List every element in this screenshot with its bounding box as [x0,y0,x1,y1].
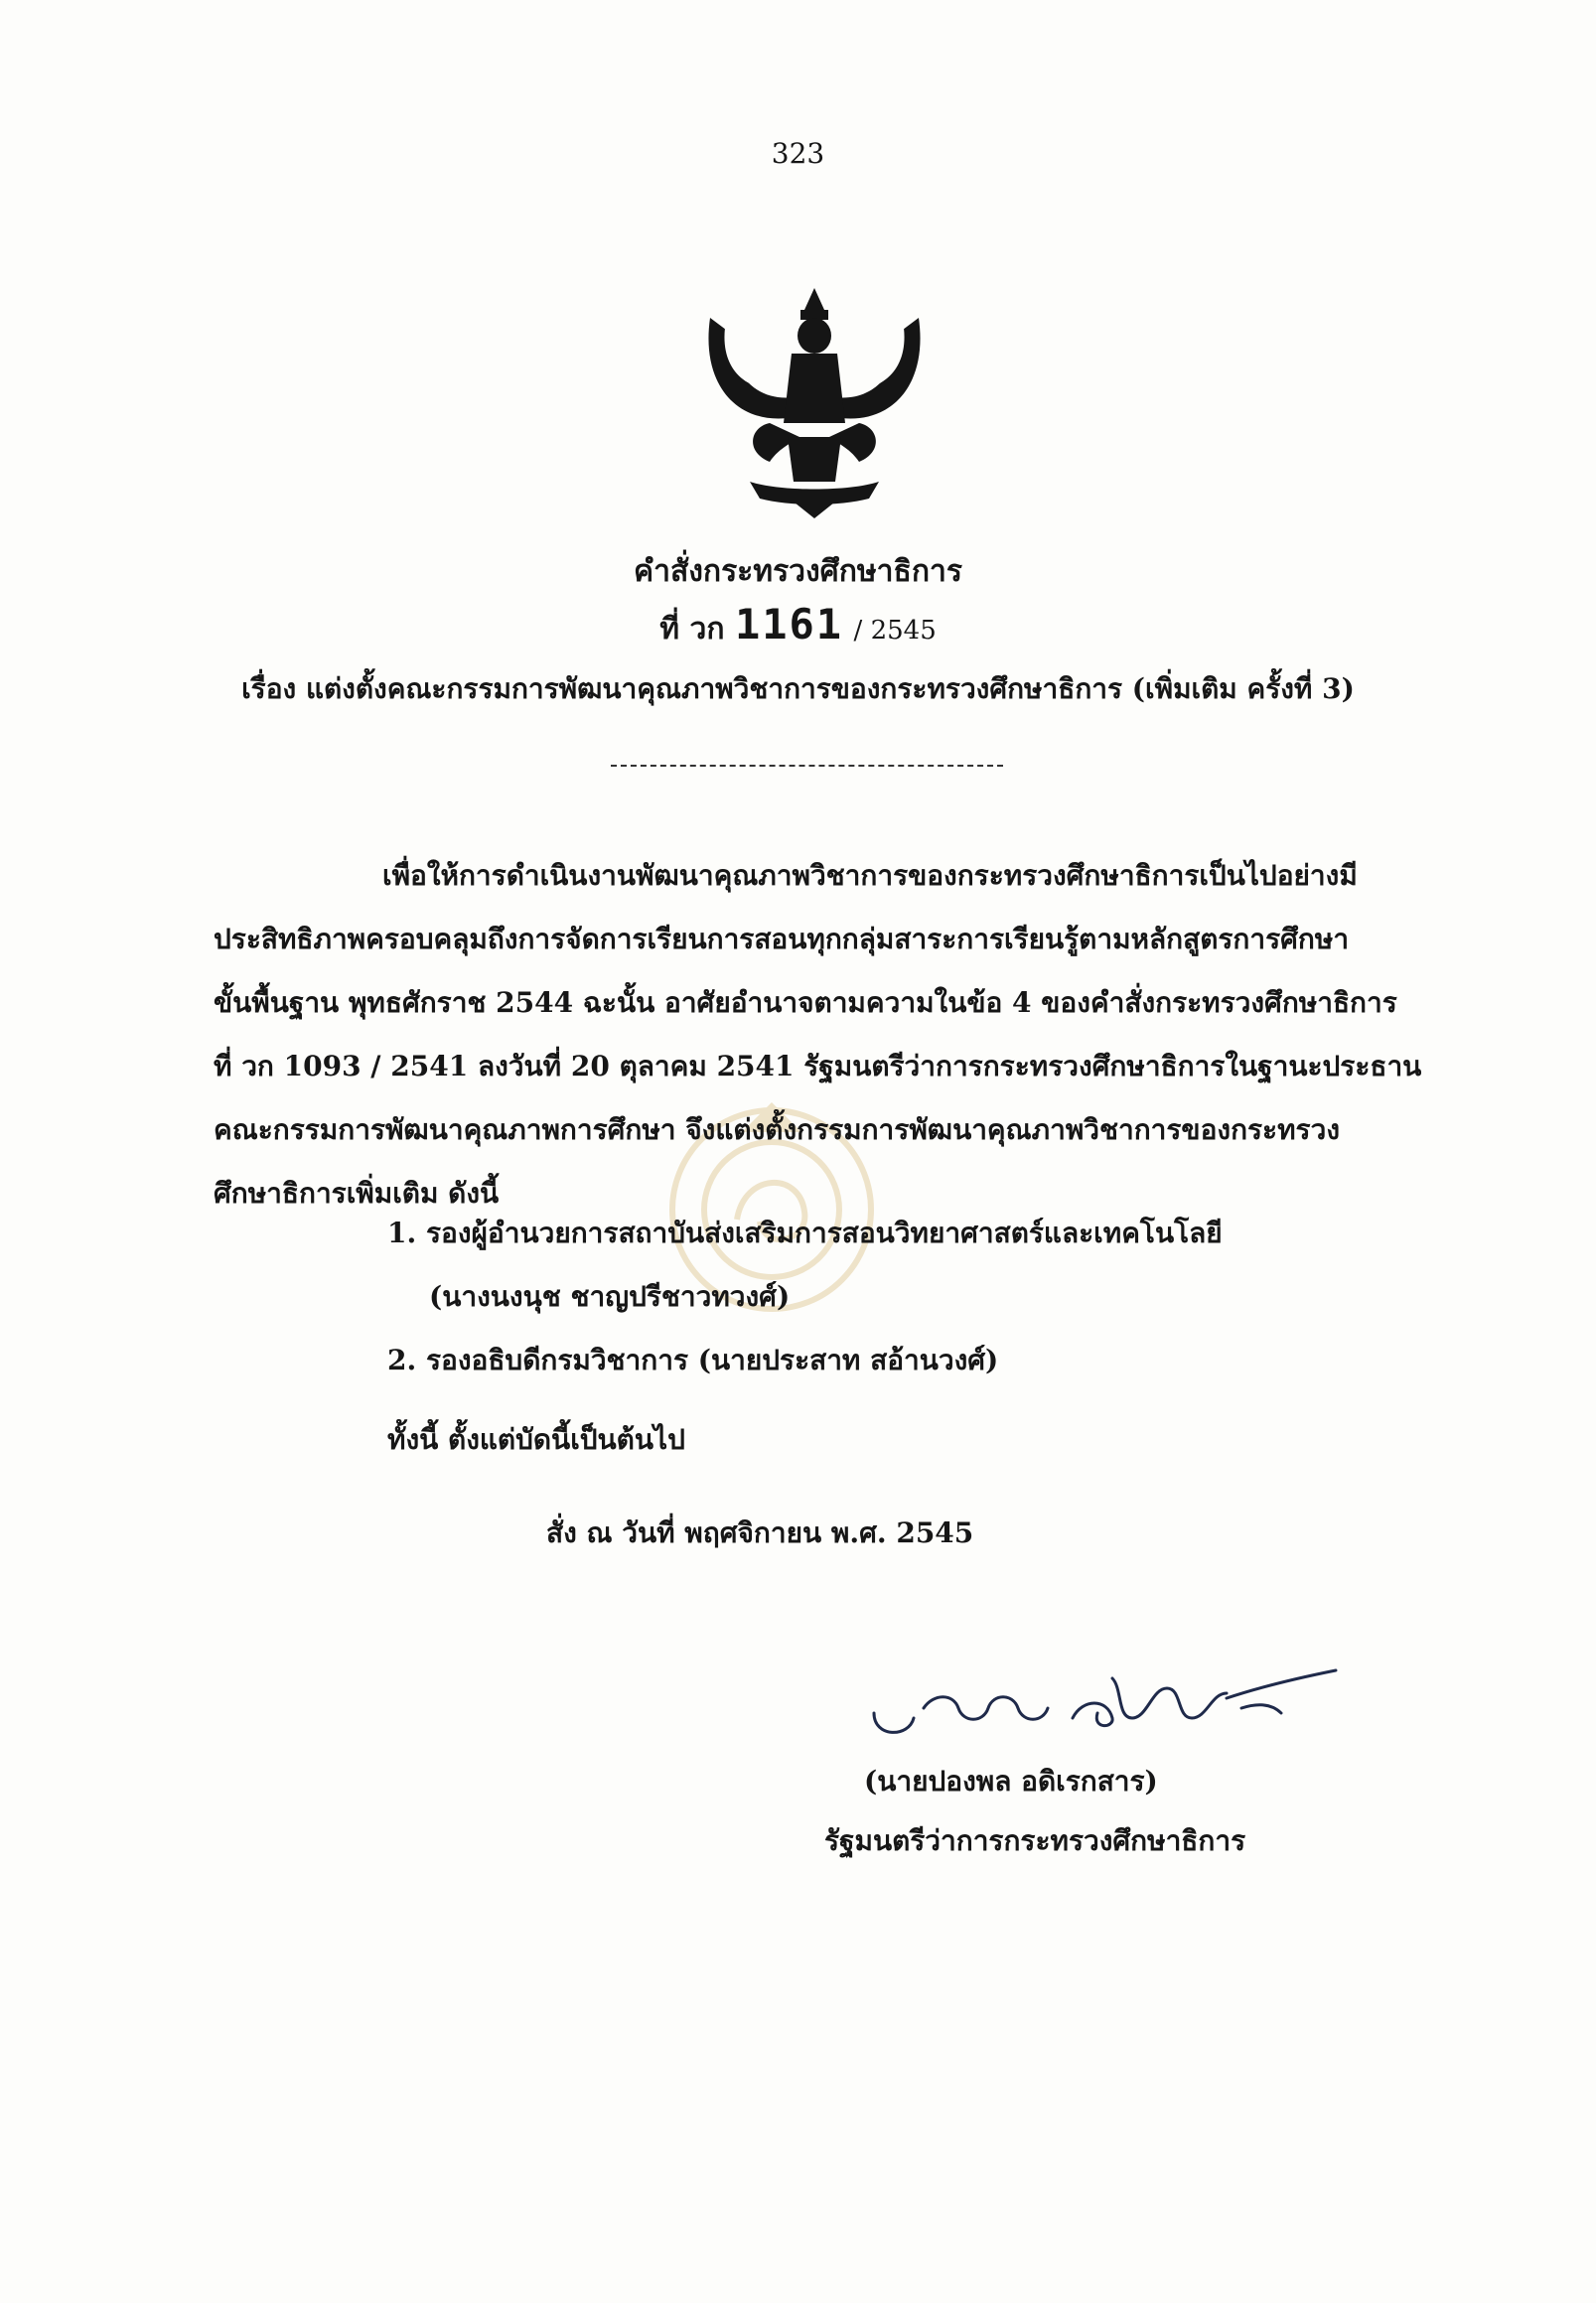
member-position: รองอธิบดีกรมวิชาการ (นายประสาท สอ้านวงศ์) [425,1344,999,1376]
order-prefix: ที่ วก [659,612,725,647]
garuda-emblem-icon [700,278,929,526]
page-number: 323 [771,137,825,170]
member-number: 2. [387,1344,417,1376]
list-item [387,1202,1223,1265]
body-line: เพื่อให้การดำเนินงานพัฒนาคุณภาพวิชาการของกระทรวงศึกษาธิการเป็นไปอย่างมี [382,859,1358,892]
signer-name: (นายปองพล อดิเรกสาร) [864,1765,1158,1798]
list-item [387,1329,1223,1392]
order-body [214,844,1422,1225]
member-list [387,1202,1223,1392]
body-line: ที่ วก 1093 / 2541 ลงวันที่ 20 ตุลาคม 2541 รัฐมนตรีว่าการกระทรวงศึกษาธิการในฐานะประธาน [214,1050,1422,1082]
body-line: ศึกษาธิการเพิ่มเติม ดังนี้ [214,1177,500,1210]
member-number: 1. [387,1217,417,1249]
order-title: คำสั่งกระทรวงศึกษาธิการ [634,554,962,589]
body-line: ประสิทธิภาพครอบคลุมถึงการจัดการเรียนการสอนทุกกลุ่มสาระการเรียนรู้ตามหลักสูตรการศึกษา [214,923,1350,955]
signer-title: รัฐมนตรีว่าการกระทรวงศึกษาธิการ [824,1824,1246,1857]
handwritten-signature [864,1663,1341,1748]
order-date: สั่ง ณ วันที่ พฤศจิกายน พ.ศ. 2545 [546,1516,974,1549]
divider [611,765,1003,767]
member-name: (นางนงนุช ชาญปรีชาวทวงศ์) [429,1280,791,1313]
order-year: / 2545 [853,616,937,646]
member-position: รองผู้อำนวยการสถาบันส่งเสริมการสอนวิทยาศาสตร์และเทคโนโลยี [425,1217,1223,1249]
order-number-line [0,600,1596,652]
body-line: คณะกรรมการพัฒนาคุณภาพการศึกษา จึงแต่งตั้งกรรมการพัฒนาคุณภาพวิชาการของกระทรวง [214,1113,1340,1146]
order-subject: เรื่อง แต่งตั้งคณะกรรมการพัฒนาคุณภาพวิชาการของกระทรวงศึกษาธิการ (เพิ่มเติม ครั้งที่ 3) [241,672,1355,705]
order-number: 1161 [734,600,844,648]
body-line: ขั้นพื้นฐาน พุทธศักราช 2544 ฉะนั้น อาศัยอำนาจตามความในข้อ 4 ของคำสั่งกระทรวงศึกษาธิการ [214,986,1397,1019]
effective-clause: ทั้งนี้ ตั้งแต่บัดนี้เป็นต้นไป [387,1423,685,1456]
